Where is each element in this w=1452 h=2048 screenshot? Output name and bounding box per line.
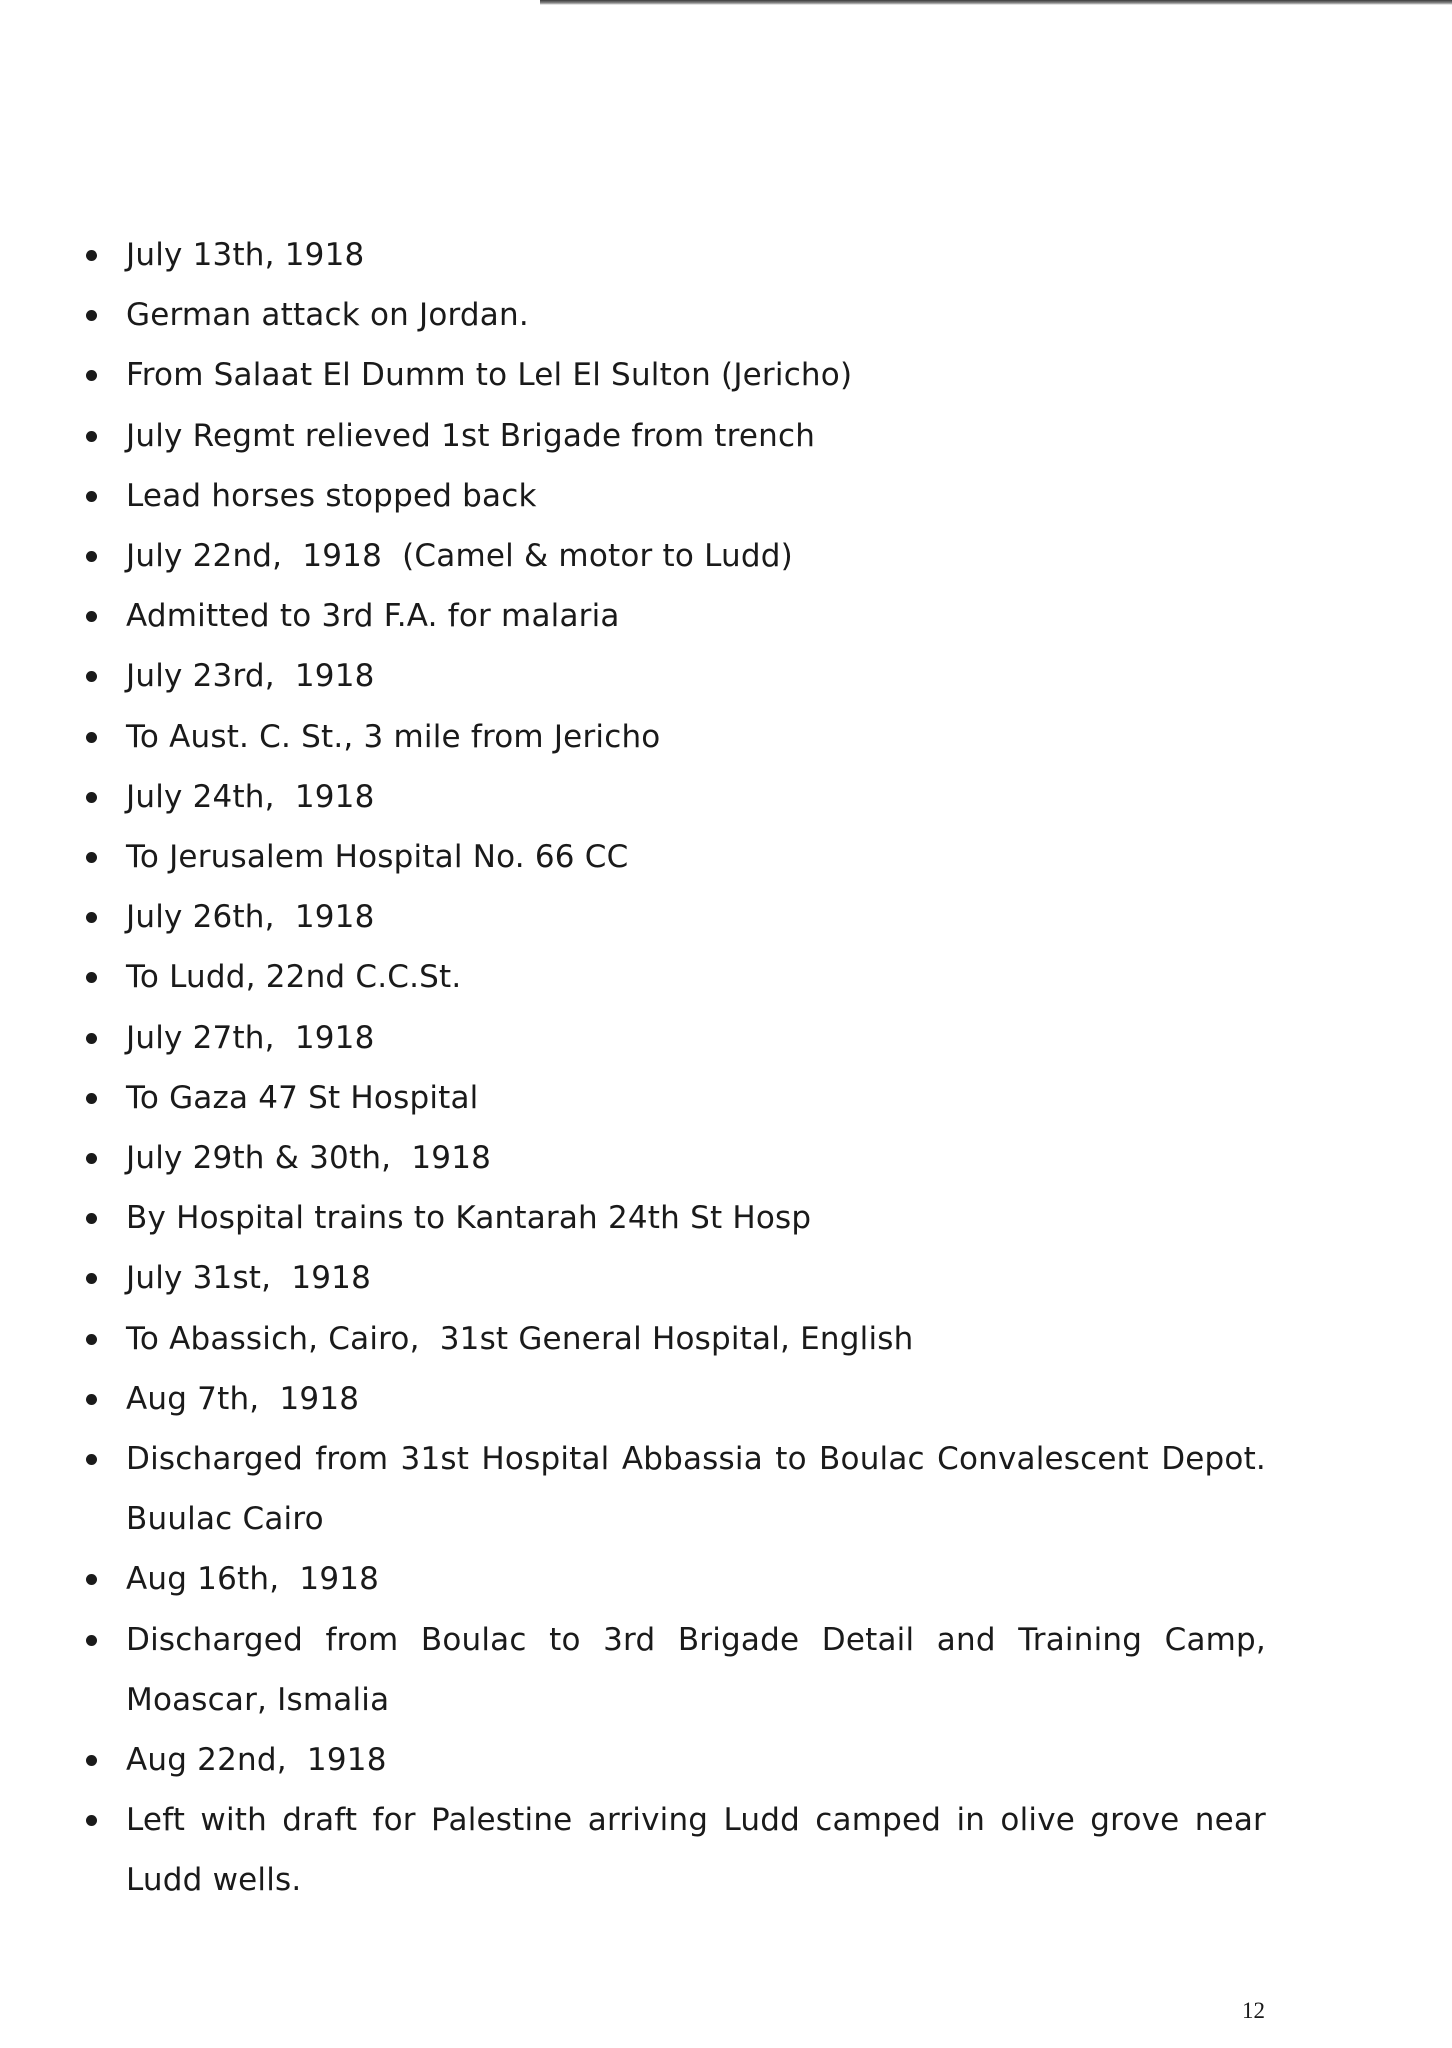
bullet-icon: [86, 1213, 97, 1224]
entry-text: Discharged from Boulac to 3rd Brigade Detail and Training Camp, Moascar, Ismalia: [126, 1621, 1266, 1718]
list-item: [82, 285, 1282, 345]
bullet-icon: [86, 1755, 97, 1766]
list-item: [82, 526, 1282, 586]
bullet-icon: [86, 1153, 97, 1164]
entry-text: By Hospital trains to Kantarah 24th St Hosp: [126, 1200, 812, 1237]
entry-text: July Regmt relieved 1st Brigade from trench: [126, 417, 816, 454]
bullet-icon: [86, 491, 97, 502]
list-item: [82, 225, 1282, 285]
diary-entry-list: [82, 225, 1282, 1911]
entry-text: To Aust. C. St., 3 mile from Jericho: [126, 718, 661, 755]
entry-text: To Jerusalem Hospital No. 66 CC: [126, 839, 629, 876]
bullet-icon: [86, 671, 97, 682]
entry-text: Aug 22nd, 1918: [126, 1742, 387, 1779]
bullet-icon: [86, 972, 97, 983]
entry-text: July 22nd, 1918 (Camel & motor to Ludd): [126, 538, 793, 575]
entry-text: July 29th & 30th, 1918: [126, 1140, 492, 1177]
list-item: [82, 646, 1282, 706]
entry-text: From Salaat El Dumm to Lel El Sulton (Jericho): [126, 357, 853, 394]
list-item: [82, 1188, 1282, 1248]
scan-edge-shadow: [540, 0, 1452, 5]
entry-text: Lead horses stopped back: [126, 477, 537, 514]
list-item: [82, 1610, 1266, 1730]
list-item: [82, 767, 1282, 827]
entry-text: Admitted to 3rd F.A. for malaria: [126, 598, 620, 635]
bullet-icon: [86, 1093, 97, 1104]
bullet-icon: [86, 310, 97, 321]
entry-text: German attack on Jordan.: [126, 297, 529, 334]
bullet-icon: [86, 370, 97, 381]
list-item: [82, 466, 1282, 526]
entry-text: July 31st, 1918: [126, 1260, 372, 1297]
list-item: [82, 887, 1282, 947]
bullet-icon: [86, 1635, 97, 1646]
bullet-icon: [86, 912, 97, 923]
list-item: [82, 1248, 1282, 1308]
bullet-icon: [86, 1454, 97, 1465]
bullet-icon: [86, 1815, 97, 1826]
bullet-icon: [86, 1033, 97, 1044]
entry-text: To Ludd, 22nd C.C.St.: [126, 959, 462, 996]
entry-text: July 23rd, 1918: [126, 658, 375, 695]
list-item: [82, 827, 1282, 887]
entry-text: To Gaza 47 St Hospital: [126, 1079, 479, 1116]
bullet-icon: [86, 551, 97, 562]
entry-text: July 13th, 1918: [126, 237, 365, 273]
list-item: [82, 1790, 1266, 1910]
entry-text: To Abassich, Cairo, 31st General Hospital, English: [126, 1320, 914, 1357]
list-item: [82, 1008, 1282, 1068]
entry-text: Left with draft for Palestine arriving Ludd camped in olive grove near Ludd wells.: [126, 1802, 1266, 1899]
entry-text: Aug 7th, 1918: [126, 1380, 360, 1417]
list-item: [82, 345, 1282, 405]
bullet-icon: [86, 1273, 97, 1284]
list-item: [82, 947, 1282, 1007]
list-item: [82, 406, 1282, 466]
bullet-icon: [86, 250, 97, 261]
list-item: [82, 1068, 1282, 1128]
bullet-icon: [86, 431, 97, 442]
bullet-icon: [86, 611, 97, 622]
entry-text: July 26th, 1918: [126, 899, 375, 936]
bullet-icon: [86, 1394, 97, 1405]
list-item: [82, 1309, 1282, 1369]
page-number: 12: [1242, 1998, 1265, 2023]
list-item: [82, 1549, 1282, 1609]
list-item: [82, 586, 1282, 646]
list-item: [82, 1369, 1282, 1429]
entry-text: Aug 16th, 1918: [126, 1561, 380, 1598]
list-item: [82, 1730, 1282, 1790]
bullet-icon: [86, 732, 97, 743]
bullet-icon: [86, 1334, 97, 1345]
list-item: [82, 707, 1282, 767]
entry-text: July 27th, 1918: [126, 1019, 375, 1056]
bullet-icon: [86, 852, 97, 863]
entry-text: Discharged from 31st Hospital Abbassia to Boulac Convalescent Depot. Buulac Cairo: [126, 1441, 1266, 1538]
bullet-icon: [86, 792, 97, 803]
list-item: [82, 1128, 1282, 1188]
list-item: [82, 1429, 1266, 1549]
bullet-icon: [86, 1574, 97, 1585]
entry-text: July 24th, 1918: [126, 778, 375, 815]
